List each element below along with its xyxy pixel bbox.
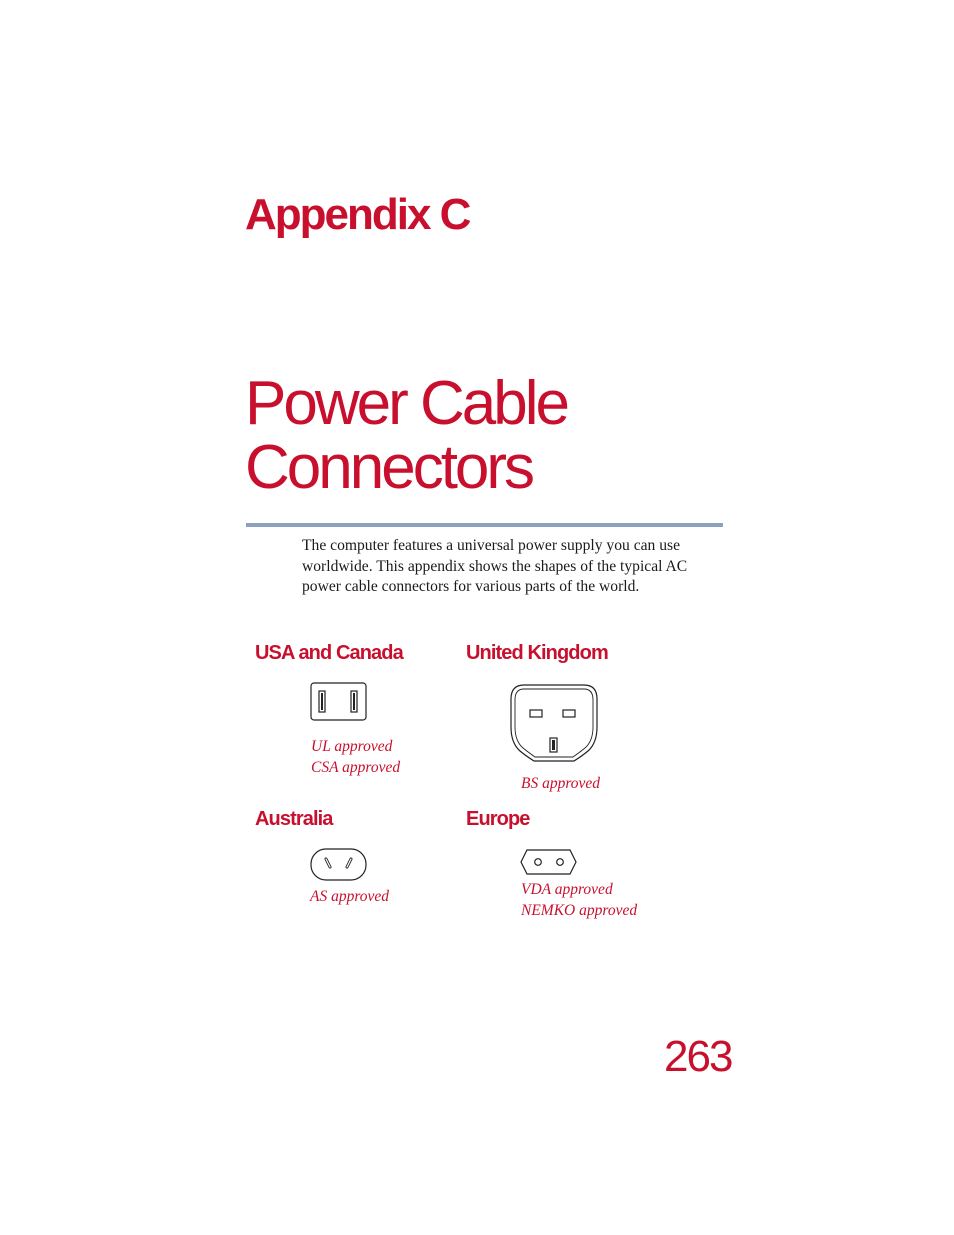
caption-united-kingdom: [521, 773, 600, 794]
intro-paragraph: The computer features a universal power supply you can use worldwide. This appendix shows the shapes of the typical AC power cable connectors for various parts of the world.: [302, 537, 688, 595]
heading-australia: Australia: [255, 808, 333, 830]
approval-nemko: NEMKO approved: [521, 902, 638, 919]
eu-plug-icon: [519, 848, 579, 876]
caption-australia: [310, 886, 389, 907]
approval-ul: UL approved: [311, 738, 393, 755]
caption-europe: [521, 879, 637, 921]
chapter-title: [245, 369, 567, 502]
uk-plug-icon: [508, 683, 600, 767]
chapter-title-line-2: Connectors: [245, 433, 533, 502]
approval-bs: BS approved: [521, 775, 601, 792]
appendix-label: Appendix C: [245, 190, 470, 239]
us-plug-icon: [310, 682, 368, 722]
heading-usa-canada: USA and Canada: [255, 642, 403, 664]
approval-as: AS approved: [310, 888, 390, 905]
title-divider: [246, 523, 723, 527]
au-plug-icon: [310, 848, 368, 882]
approval-csa: CSA approved: [311, 759, 401, 776]
page-number: 263: [664, 1032, 732, 1081]
heading-united-kingdom: United Kingdom: [466, 642, 608, 664]
caption-usa-canada: [311, 736, 400, 778]
approval-vda: VDA approved: [521, 881, 613, 898]
heading-europe: Europe: [466, 808, 530, 830]
chapter-title-line-1: Power Cable: [245, 369, 567, 438]
